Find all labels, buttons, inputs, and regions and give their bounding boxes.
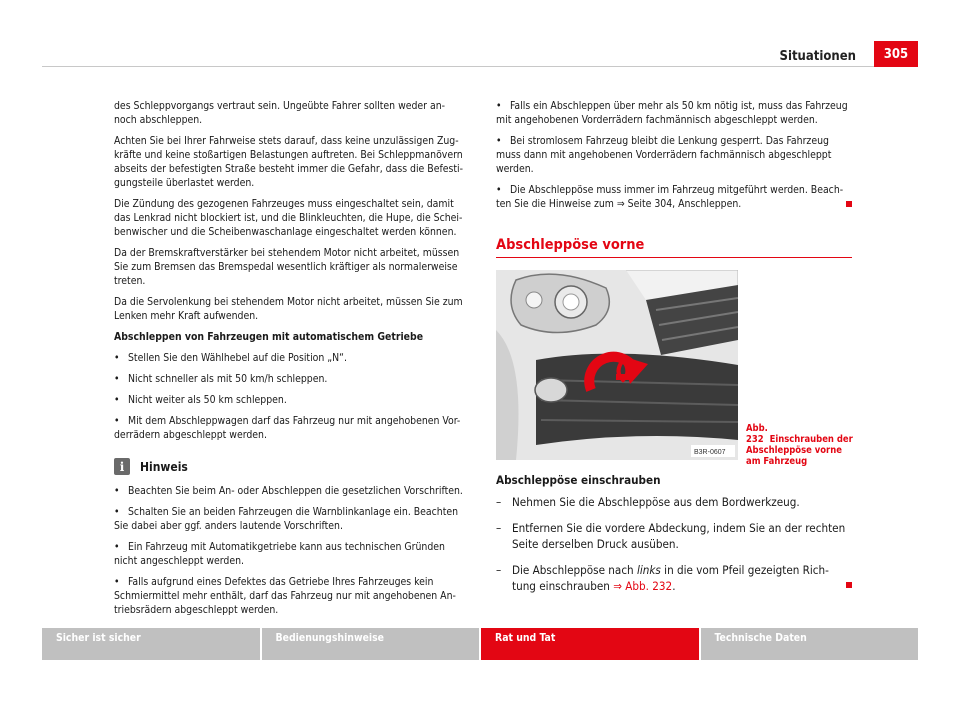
tab-sicher-ist-sicher[interactable]: Sicher ist sicher bbox=[42, 628, 260, 660]
list-item: • Nicht weiter als 50 km schleppen. bbox=[114, 394, 287, 406]
bullet-icon: • bbox=[496, 184, 502, 196]
note-item: • Ein Fahrzeug mit Automatikgetriebe kann aus technischen Gründen nicht angeschleppt werden. bbox=[114, 541, 445, 567]
note-label: Hinweis bbox=[140, 459, 188, 474]
step-item: – Die Abschleppöse nach links in die vom Pfeil gezeigten Rich-tung einschrauben ⇒ Abb. 232. bbox=[496, 562, 852, 594]
note-item: • Schalten Sie an beiden Fahrzeugen die Warnblinkanlage ein. Beachten Sie dabei aber ggf. anders lautende Vorschriften. bbox=[114, 506, 459, 532]
paragraph: Da der Bremskraftverstärker bei stehendem Motor nicht arbeitet, müssen Sie zum Bremsen das Bremspedal wesentlich kräftiger als normalerweise treten. bbox=[114, 247, 460, 287]
bullet-icon: • bbox=[114, 415, 120, 427]
figure-code: B3R-0607 bbox=[694, 449, 726, 456]
footer-nav bbox=[42, 628, 918, 660]
bullet-icon: • bbox=[114, 485, 120, 497]
bullet-icon: • bbox=[114, 506, 120, 518]
bullet-icon: • bbox=[114, 373, 120, 385]
subheading-automatic: Abschleppen von Fahrzeugen mit automatischem Getriebe bbox=[114, 331, 424, 343]
paragraph: Da die Servolenkung bei stehendem Motor nicht arbeitet, müssen Sie zum Lenken mehr Kraft aufwenden. bbox=[114, 296, 463, 322]
note-item: • Beachten Sie beim An- oder Abschleppen die gesetzlichen Vorschriften. bbox=[114, 485, 463, 497]
list-item: • Mit dem Abschleppwagen darf das Fahrzeug nur mit angehobenen Vor-derrädern abgeschleppt werden. bbox=[114, 415, 461, 441]
header-rule bbox=[42, 66, 918, 67]
section-heading: Abschleppöse vorne bbox=[496, 237, 852, 258]
bullet-icon: • bbox=[496, 100, 502, 112]
paragraph: des Schleppvorgangs vertraut sein. Ungeübte Fahrer sollten weder an- noch abschleppen. bbox=[114, 100, 445, 126]
list-item: • Die Abschleppöse muss immer im Fahrzeug mitgeführt werden. Beach-ten Sie die Hinweise zum ⇒ Seite 304, Anschleppen. bbox=[496, 183, 852, 211]
figure-link[interactable]: ⇒ Abb. 232 bbox=[613, 579, 673, 593]
bullet-icon: • bbox=[114, 352, 120, 364]
figure-caption: Abb. 232 Einschrauben der Abschleppöse vorne am Fahrzeug bbox=[746, 423, 853, 467]
tab-technische-daten[interactable]: Technische Daten bbox=[701, 628, 919, 660]
list-item: • Nicht schneller als mit 50 km/h schleppen. bbox=[114, 373, 328, 385]
left-column bbox=[114, 99, 470, 624]
tab-bedienungshinweise[interactable]: Bedienungshinweise bbox=[262, 628, 480, 660]
instructions bbox=[496, 472, 852, 604]
bullet-icon: • bbox=[114, 394, 120, 406]
list-item: • Falls ein Abschleppen über mehr als 50 km nötig ist, muss das Fahrzeug mit angehobenen Vorderrädern fachmännisch abgeschleppt werden. bbox=[496, 100, 848, 126]
paragraph: Achten Sie bei Ihrer Fahrweise stets darauf, dass keine unzulässigen Zug-kräfte und keine stoßartigen Belastungen auftreten. Bei Schleppmanövern abseits der befestigten Straße besteht immer die Gefahr, dass die Befesti-gungsteile überlastet werden. bbox=[114, 135, 463, 189]
bullet-icon: • bbox=[496, 135, 502, 147]
list-item: • Stellen Sie den Wählhebel auf die Position „N“. bbox=[114, 352, 347, 364]
bullet-icon: • bbox=[114, 541, 120, 553]
step-item: – Entfernen Sie die vordere Abdeckung, indem Sie an der rechten Seite derselben Druck ausüben. bbox=[496, 521, 846, 551]
tab-rat-und-tat[interactable]: Rat und Tat bbox=[481, 628, 699, 660]
tow-eye-figure bbox=[496, 270, 738, 460]
note-header bbox=[114, 458, 470, 475]
section-end-icon bbox=[846, 582, 852, 588]
bullet-icon: • bbox=[114, 576, 120, 588]
page-number: 305 bbox=[874, 41, 918, 67]
info-i-icon: i bbox=[114, 458, 130, 475]
section-end-icon bbox=[846, 201, 852, 207]
step-item: – Nehmen Sie die Abschleppöse aus dem Bordwerkzeug. bbox=[496, 495, 800, 509]
instructions-subheading: Abschleppöse einschrauben bbox=[496, 473, 661, 487]
list-item: • Bei stromlosem Fahrzeug bleibt die Lenkung gesperrt. Das Fahrzeug muss dann mit angehobenen Vorderrädern fachmännisch abgeschleppt werden. bbox=[496, 135, 832, 175]
note-item: • Falls aufgrund eines Defektes das Getriebe Ihres Fahrzeuges kein Schmiermittel mehr enthält, darf das Fahrzeug nur mit angehobenen An-triebsrädern abgeschleppt werden. bbox=[114, 576, 456, 616]
right-column bbox=[496, 99, 852, 218]
paragraph: Die Zündung des gezogenen Fahrzeuges muss eingeschaltet sein, damit das Lenkrad nicht blockiert ist, und die Blinkleuchten, die Hupe, die Schei-benwischer und die Scheibenwaschanlage eingeschaltet werden können. bbox=[114, 198, 463, 238]
section-title: Situationen bbox=[779, 49, 856, 64]
